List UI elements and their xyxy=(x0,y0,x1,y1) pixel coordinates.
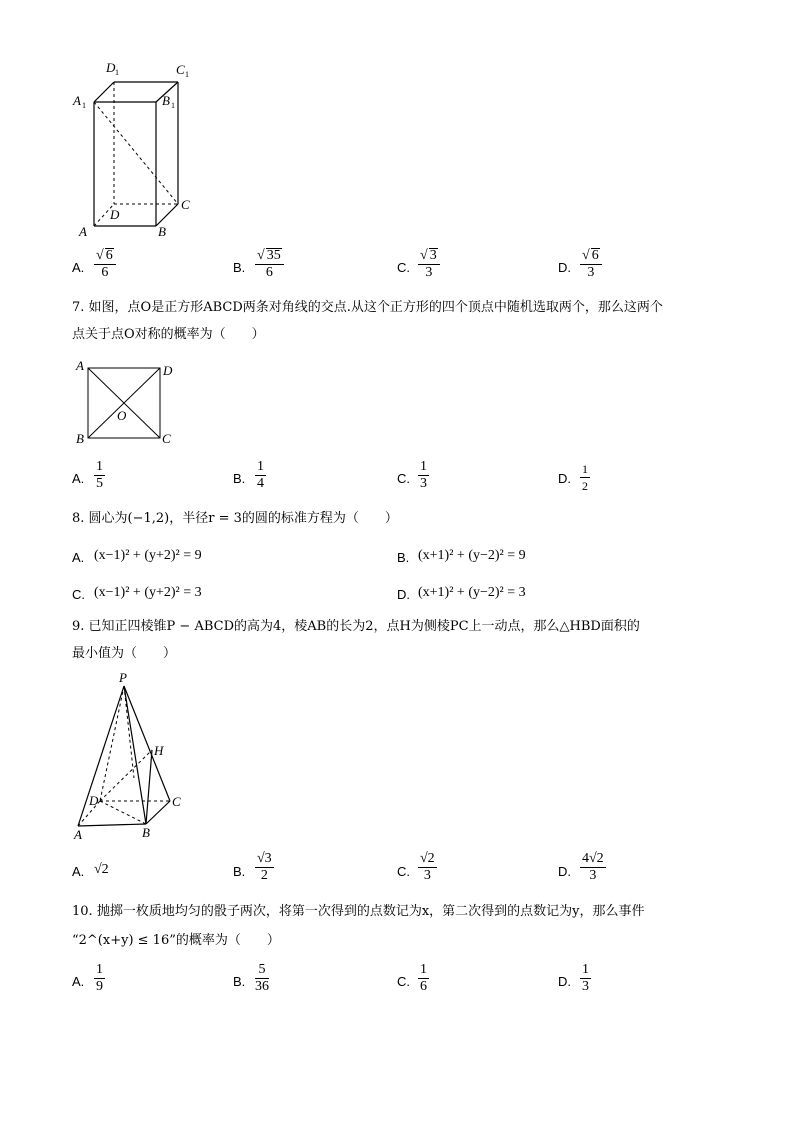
label-D1-sub: 1 xyxy=(115,68,119,77)
label-A1: A xyxy=(73,93,81,108)
q7-option-b-label[interactable]: B. xyxy=(233,471,246,486)
q9-option-a-value: √2 xyxy=(94,862,109,877)
label-A: A xyxy=(79,224,87,239)
q10-option-c-label[interactable]: C. xyxy=(397,974,410,989)
q7-option-a-label[interactable]: A. xyxy=(72,471,85,486)
q6-box-figure xyxy=(70,58,200,243)
q6-option-c-label[interactable]: C. xyxy=(397,260,410,275)
q9-pyramid-figure xyxy=(68,668,193,843)
q9-label-H: H xyxy=(154,743,164,758)
q9-option-c-value: √2 3 xyxy=(420,851,435,883)
q10-option-d-value: 1 3 xyxy=(582,962,589,994)
q9-option-d-value: 4√2 3 xyxy=(582,851,604,883)
q9-option-a-label[interactable]: A. xyxy=(72,864,85,879)
q6-option-d-label[interactable]: D. xyxy=(558,260,571,275)
q7-option-b-value: 1 4 xyxy=(257,459,264,491)
q9-option-b-label[interactable]: B. xyxy=(233,864,246,879)
q7-stem-line1 xyxy=(72,300,663,316)
label-C1-sub: 1 xyxy=(185,70,189,79)
q8-stem xyxy=(72,511,398,527)
q8-option-a-label[interactable]: A. xyxy=(72,550,85,565)
q9-label-D: D xyxy=(89,793,99,808)
q9-label-A: A xyxy=(74,827,82,842)
q8-option-b-label[interactable]: B. xyxy=(397,550,410,565)
q10-option-c-value: 1 6 xyxy=(420,962,427,994)
label-D: D xyxy=(110,207,120,222)
q8-option-c-eq: (x−1)² + (y+2)² = 3 xyxy=(94,585,202,600)
label-A1-sub: 1 xyxy=(82,101,86,110)
label-C: C xyxy=(181,197,190,212)
q9-label-P: P xyxy=(119,670,127,685)
q10-number: 10. xyxy=(72,904,93,919)
label-B: B xyxy=(158,224,166,239)
q9-stem-line1 xyxy=(72,619,640,635)
q10-option-d-label[interactable]: D. xyxy=(558,974,571,989)
q7-option-c-value: 1 3 xyxy=(420,459,427,491)
q6-option-d-value: √ 6 3 xyxy=(580,248,602,281)
q7-number: 7. xyxy=(72,300,85,315)
q10-option-b-value: 5 36 xyxy=(255,962,269,994)
q10-option-a-value: 1 9 xyxy=(96,962,103,994)
q6-option-b-value: √ 35 6 xyxy=(255,248,284,281)
q9-option-b-value: √3 2 xyxy=(257,851,272,883)
q8-option-b-eq: (x+1)² + (y−2)² = 9 xyxy=(418,548,526,563)
q9-option-c-label[interactable]: C. xyxy=(397,864,410,879)
q10-option-b-label[interactable]: B. xyxy=(233,974,246,989)
q8-option-d-label[interactable]: D. xyxy=(397,587,410,602)
q7-label-O: O xyxy=(117,408,127,423)
q7-square-figure xyxy=(70,358,180,448)
q7-line2: 点关于点O对称的概率为（ ） xyxy=(72,327,265,342)
q6-option-a-value: √ 6 6 xyxy=(94,248,116,281)
label-C1: C xyxy=(176,62,185,77)
q8-option-a-eq: (x−1)² + (y+2)² = 9 xyxy=(94,548,202,563)
q10-line1: 抛掷一枚质地均匀的骰子两次，将第一次得到的点数记为x，第二次得到的点数记为y，那么事件 xyxy=(96,904,645,919)
q9-label-B: B xyxy=(142,825,150,840)
q8-option-d-eq: (x+1)² + (y−2)² = 3 xyxy=(418,585,526,600)
q9-line2: 最小值为（ ） xyxy=(72,646,177,661)
q10-option-a-label[interactable]: A. xyxy=(72,974,85,989)
q7-label-A: A xyxy=(76,358,84,373)
q8-text: 圆心为(−1,2)，半径r = 3的圆的标准方程为（ ） xyxy=(88,511,398,526)
q9-number: 9. xyxy=(72,619,85,634)
q7-label-B: B xyxy=(76,431,84,446)
q9-label-C: C xyxy=(172,794,181,809)
label-B1: B xyxy=(162,93,170,108)
q6-option-a-label[interactable]: A. xyxy=(72,260,85,275)
q7-line1: 如图，点O是正方形ABCD两条对角线的交点.从这个正方形的四个顶点中随机选取两个，那么这两个 xyxy=(88,300,663,315)
q7-option-a-value: 1 5 xyxy=(96,459,103,491)
q8-number: 8. xyxy=(72,511,85,526)
q7-option-d-label[interactable]: D. xyxy=(558,471,571,486)
q7-option-d-value: 1 2 xyxy=(582,462,588,493)
q7-label-C: C xyxy=(162,431,171,446)
q6-option-b-label[interactable]: B. xyxy=(233,260,246,275)
q7-label-D: D xyxy=(163,363,173,378)
q9-option-d-label[interactable]: D. xyxy=(558,864,571,879)
q10-stem-line1 xyxy=(72,904,645,920)
q6-option-c-value: √ 3 3 xyxy=(418,248,440,281)
label-D1: D xyxy=(106,60,116,75)
q9-line1: 已知正四棱锥P − ABCD的高为4，棱AB的长为2，点H为侧棱PC上一动点，那么△HBD面积的 xyxy=(88,619,640,634)
q7-option-c-label[interactable]: C. xyxy=(397,471,410,486)
q10-line2: “2^(x+y) ≤ 16”的概率为（ ） xyxy=(72,933,280,948)
q8-option-c-label[interactable]: C. xyxy=(72,587,85,602)
label-B1-sub: 1 xyxy=(171,101,175,110)
